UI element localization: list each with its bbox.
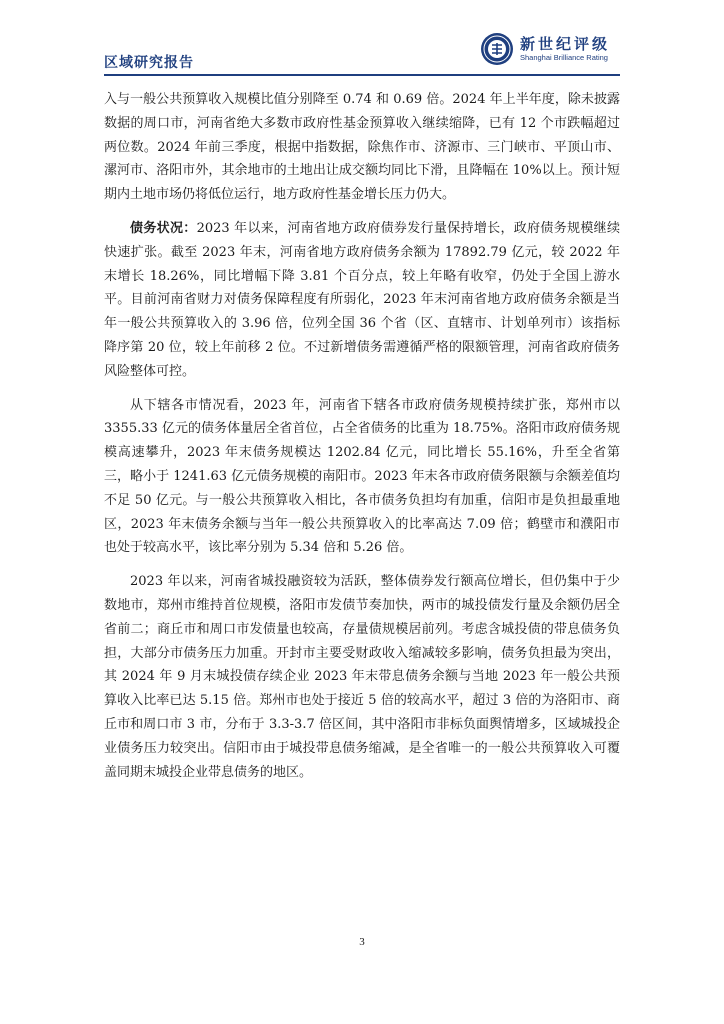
paragraph-2-text: 2023 年以来，河南省地方政府债券发行量保持增长，政府债务规模继续快速扩张。截至 2023 年末，河南省地方政府债务余额为 17892.79 亿元，较 2022 年末增长 18.26%，同比增幅下降 3.81 个百分点，较上年略有收窄，仍处于全国上游水平。目前河南省财力对债务保障程度有所弱化，2023 年末河南省地方政府债务余额是当年一般公共预算收入的 3.96 倍，位列全国 36 个省（区、直辖市、计划单列市）该指标降序第 20 位，较上年前移 2 位。不过新增债务需遵循严格的限额管理，河南省政府债务风险整体可控。 (104, 220, 620, 379)
report-body (104, 88, 620, 784)
debt-status-heading: 债务状况： (130, 220, 197, 236)
brand-name-cn: 新世纪评级 (520, 35, 611, 53)
header-divider (104, 74, 620, 76)
body-paragraph-4 (104, 570, 620, 784)
page-number: 3 (359, 936, 365, 948)
brand-seal-icon (480, 32, 514, 66)
body-paragraph-2 (104, 217, 620, 384)
brand-name-en: Shanghai Brilliance Rating (520, 53, 608, 62)
paragraph-1-text: 入与一般公共预算收入规模比值分别降至 0.74 和 0.69 倍。2024 年上半年度，除未披露数据的周口市，河南省绝大多数市政府性基金预算收入继续缩降，已有 12 个市跌幅超过两位数。2024 年前三季度，根据中指数据，除焦作市、济源市、三门峡市、平顶山市、漯河市、洛阳市外，其余地市的土地出让成交额均同比下滑，且降幅在 10%以上。预计短期内土地市场仍将低位运行，地方政府性基金增长压力仍大。 (104, 92, 620, 203)
paragraph-4-text: 2023 年以来，河南省城投融资较为活跃，整体债券发行额高位增长，但仍集中于少数地市，郑州市维持首位规模，洛阳市发债节奏加快，两市的城投债发行量及余额仍居全省前二；商丘市和周口市发债量也较高，存量债规模居前列。考虑含城投债的带息债务负担，大部分市债务压力加重。开封市主要受财政收入缩减较多影响，债务负担最为突出，其 2024 年 9 月末城投债存续企业 2023 年末带息债务余额与当地 2023 年一般公共预算收入比率已达 5.15 倍。郑州市也处于接近 5 倍的较高水平，超过 3 倍的为洛阳市、商丘市和周口市 3 市，分布于 3.3-3.7 倍区间，其中洛阳市非标负面舆情增多，区域城投企业债务压力较突出。信阳市由于城投带息债务缩减，是全省唯一的一般公共预算收入可覆盖同期末城投企业带息债务的地区。 (104, 574, 620, 780)
brand-logo (480, 32, 620, 68)
page-header (104, 30, 620, 74)
body-paragraph-1 (104, 88, 620, 207)
paragraph-3-text: 从下辖各市情况看，2023 年，河南省下辖各市政府债务规模持续扩张，郑州市以 3355.33 亿元的债务体量居全省首位，占全省债务的比重为 18.75%。洛阳市政府债务规模高速攀升，2023 年末债务规模达 1202.84 亿元，同比增长 55.16%，升至全省第三，略小于 1241.63 亿元债务规模的南阳市。2023 年末各市政府债务限额与余额差值均不足 50 亿元。与一般公共预算收入相比，各市债务负担均有加重，信阳市是负担最重地区，2023 年末债务余额与当年一般公共预算收入的比率高达 7.09 倍；鹤壁市和濮阳市也处于较高水平，该比率分别为 5.34 倍和 5.26 倍。 (104, 397, 620, 556)
body-paragraph-3 (104, 394, 620, 561)
report-category-title: 区域研究报告 (104, 55, 194, 71)
